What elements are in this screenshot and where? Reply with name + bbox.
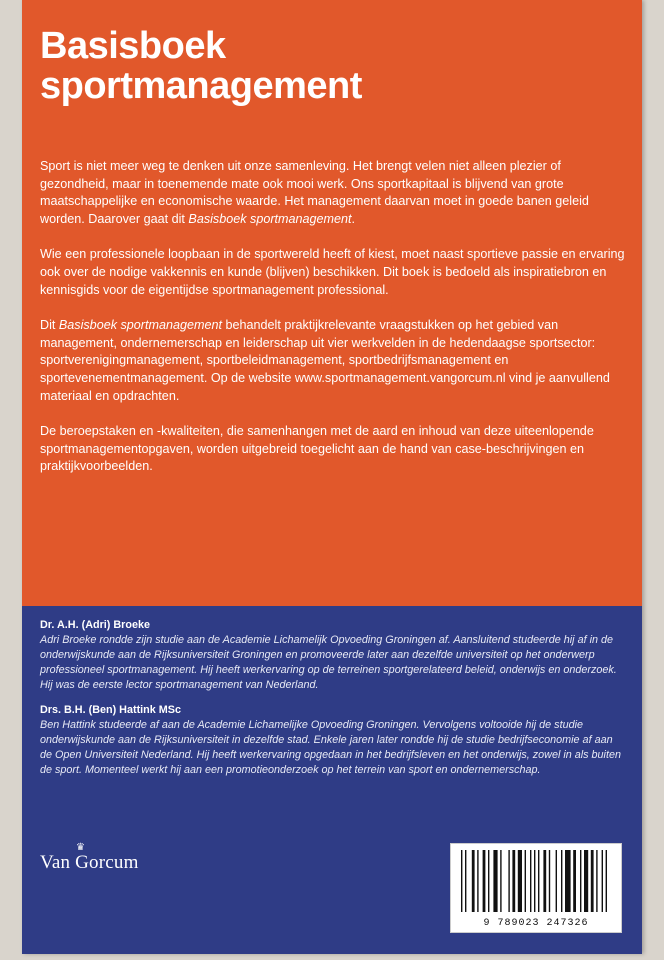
author-bio: Adri Broeke rondde zijn studie aan de Academie Lichamelijk Opvoeding Groningen af. Aansluitend studeerde hij af in de onderwijskunde aan de Rijksuniversiteit Groningen en promoveerde later aan dezelfde universiteit op het onderwerp professioneel sportmanagement. Hij heeft werkervaring op de terreinen sportgerelateerd beleid, onderwijs en onderzoek. Hij was de eerste lector sportmanagement van Nederland. (40, 634, 617, 691)
barcode-bar (534, 850, 535, 912)
barcode-bar (483, 850, 486, 912)
barcode-bar (530, 850, 531, 912)
author-entry (40, 703, 625, 778)
blurb-paragraph-3 (40, 317, 630, 405)
barcode-bar (596, 850, 597, 912)
author-name: Drs. B.H. (Ben) Hattink MSc (40, 704, 181, 716)
blurb-p1-italic: Basisboek sportmanagement (188, 211, 352, 226)
book-title-line2: sportmanagement (40, 65, 362, 107)
blurb-p1-text: Sport is niet meer weg te denken uit onze samenleving. Het brengt velen niet alleen plezier of gezondheid, maar in toenemende mate ook mooi werk. Ons sportkapitaal is blijvend van grote maatschappelijke en economische waarde. Het management daarvan moet in goede banen geleid worden. Daarover gaat dit (40, 159, 589, 226)
barcode-bar (549, 850, 550, 912)
author-section (40, 618, 625, 788)
barcode-bar (580, 850, 581, 912)
barcode (450, 843, 622, 933)
author-entry (40, 618, 625, 693)
barcode-bars (459, 850, 613, 914)
barcode-bar (472, 850, 475, 912)
publisher-name: Van Gorcum (40, 852, 139, 873)
isbn-number: 9 789023 247326 (483, 918, 589, 929)
barcode-bar (591, 850, 594, 912)
barcode-bar (543, 850, 546, 912)
book-title-line1: Basisboek (40, 25, 226, 67)
blurb-paragraph-1 (40, 158, 630, 228)
barcode-bar (606, 850, 607, 912)
barcode-bar (465, 850, 466, 912)
orange-panel (22, 0, 642, 606)
blurb-p3-rest: behandelt praktijkrelevante vraagstukken op het gebied van management, ondernemerschap en leiderschap uit vier werkvelden in de hedendaagse sportsector: sportverenigingmanagement, sportbeleidmanagement, sportbedrijfsmanagement en sportevenementmanagement. Op de website www.sportmanagement.vangorcum.nl vind je aanvullend materiaal en opdrachten. (40, 318, 610, 403)
publisher-logo (40, 842, 139, 874)
barcode-bar (561, 850, 562, 912)
author-bio: Ben Hattink studeerde af aan de Academie Lichamelijke Opvoeding Groningen. Vervolgens voltooide hij de studie onderwijskunde aan de Rijksuniversiteit in dezelfde stad. Enkele jaren later rondde hij de studie bedrijfseconomie af aan de Open Universiteit Nederland. Hij heeft werkervaring opgedaan in het bedrijfsleven en het onderwijs, zowel in als buiten de sport. Momenteel werkt hij aan een promotieonderzoek op het terrein van sport en ondernemerschap. (40, 719, 621, 776)
barcode-bar (488, 850, 489, 912)
blurb-paragraph-4: De beroepstaken en -kwaliteiten, die samenhangen met de aard en inhoud van deze uiteenlopende sportmanagementopgaven, worden uitgebreid toegelicht aan de hand van case-beschrijvingen en praktijkvoorbeelden. (40, 424, 594, 474)
barcode-bar (508, 850, 509, 912)
barcode-bar (584, 850, 588, 912)
blurb (40, 158, 630, 494)
barcode-bar (461, 850, 462, 912)
barcode-bar (525, 850, 526, 912)
blurb-p3-italic: Basisboek sportmanagement (58, 318, 223, 333)
author-name: Dr. A.H. (Adri) Broeke (40, 619, 150, 631)
barcode-bar (602, 850, 603, 912)
barcode-bar (500, 850, 501, 912)
barcode-bar (518, 850, 522, 912)
barcode-bar (493, 850, 497, 912)
barcode-bar (538, 850, 539, 912)
barcode-bar (556, 850, 557, 912)
blurb-p1-end: . (351, 211, 356, 226)
crown-icon: ♛ (76, 842, 86, 853)
blurb-p3-start: Dit (40, 318, 59, 333)
blurb-paragraph-2: Wie een professionele loopbaan in de sportwereld heeft of kiest, moet naast sportieve passie en ervaring ook over de nodige vakkennis en kunde (blijven) beschikken. Dit boek is bedoeld als inspiratiebron en kennisgids voor de eigentijdse sportmanagement professional. (40, 247, 625, 297)
barcode-bar (512, 850, 515, 912)
barcode-bar (565, 850, 571, 912)
barcode-bar (477, 850, 478, 912)
book-back-cover (22, 0, 642, 954)
barcode-bar (573, 850, 576, 912)
book-title (40, 26, 362, 106)
